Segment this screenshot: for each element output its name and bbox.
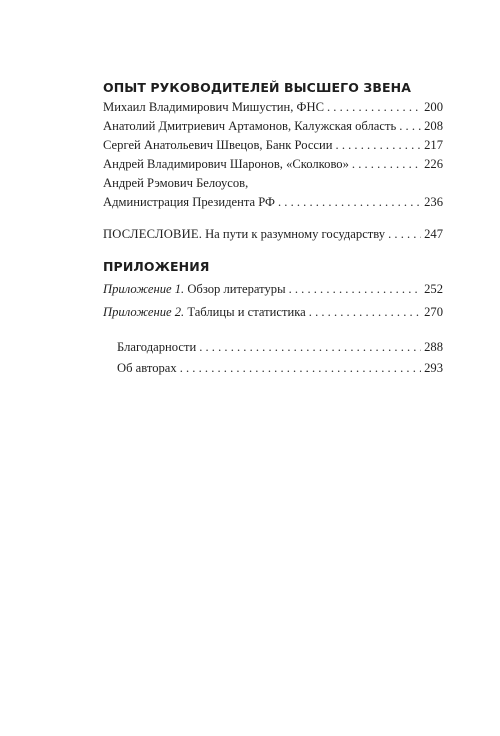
toc-entry-title: Обзор литературы — [184, 282, 286, 296]
toc-entry-title: Михаил Владимирович Мишустин, ФНС — [103, 100, 324, 114]
toc-entry-title: Благодарности — [117, 340, 197, 354]
toc-entry-acknowledgements[interactable] — [103, 338, 443, 357]
dot-leader — [289, 280, 422, 299]
table-of-contents — [103, 78, 443, 378]
dot-leader — [399, 117, 421, 136]
dot-leader — [180, 359, 421, 378]
toc-entry-title: Сергей Анатольевич Швецов, Банк России — [103, 138, 333, 152]
toc-entry[interactable] — [103, 98, 443, 117]
dot-leader — [352, 155, 421, 174]
dot-leader — [327, 98, 421, 117]
toc-entry[interactable] — [103, 193, 443, 212]
toc-entry-appendix[interactable] — [103, 303, 443, 322]
toc-entry-page: 252 — [424, 282, 443, 296]
dot-leader — [388, 225, 421, 244]
toc-entry-title: Администрация Президента РФ — [103, 195, 275, 209]
section-heading-appendices: ПРИЛОЖЕНИЯ — [103, 259, 210, 274]
toc-entry-page: 226 — [424, 157, 443, 171]
afterword-subtitle: . На пути к разумному государству — [198, 227, 386, 241]
toc-entry-title: Андрей Владимирович Шаронов, «Сколково» — [103, 157, 349, 171]
toc-entry-page: 200 — [424, 100, 443, 114]
toc-entry[interactable] — [103, 136, 443, 155]
toc-entry-page: 247 — [424, 227, 443, 241]
toc-entry[interactable] — [103, 155, 443, 174]
toc-entry-title: Таблицы и статистика — [184, 305, 306, 319]
dot-leader — [309, 303, 421, 322]
toc-entry-page: 236 — [424, 195, 443, 209]
toc-entry-page: 288 — [424, 340, 443, 354]
toc-entry-page: 293 — [424, 361, 443, 375]
toc-entry-line1[interactable] — [103, 174, 443, 193]
section-heading-executives: ОПЫТ РУКОВОДИТЕЛЕЙ ВЫСШЕГО ЗВЕНА — [103, 80, 411, 95]
toc-entry[interactable] — [103, 117, 443, 136]
toc-entry-page: 208 — [424, 119, 443, 133]
toc-entry-title: Анатолий Дмитриевич Артамонов, Калужская область — [103, 119, 397, 133]
dot-leader — [199, 338, 421, 357]
toc-entry-afterword[interactable] — [103, 225, 443, 244]
dot-leader — [336, 136, 422, 155]
toc-entry-title: Об авторах — [117, 361, 177, 375]
toc-entry-authors[interactable] — [103, 359, 443, 378]
toc-entry-appendix[interactable] — [103, 280, 443, 299]
dot-leader — [278, 193, 421, 212]
toc-entry-page: 270 — [424, 305, 443, 319]
toc-entry-title: Андрей Рэмович Белоусов, — [103, 176, 249, 190]
appendix-number: Приложение 2. — [103, 305, 185, 319]
toc-entry-page: 217 — [424, 138, 443, 152]
appendix-number: Приложение 1. — [103, 282, 185, 296]
afterword-label: ПОСЛЕСЛОВИЕ — [103, 227, 199, 241]
